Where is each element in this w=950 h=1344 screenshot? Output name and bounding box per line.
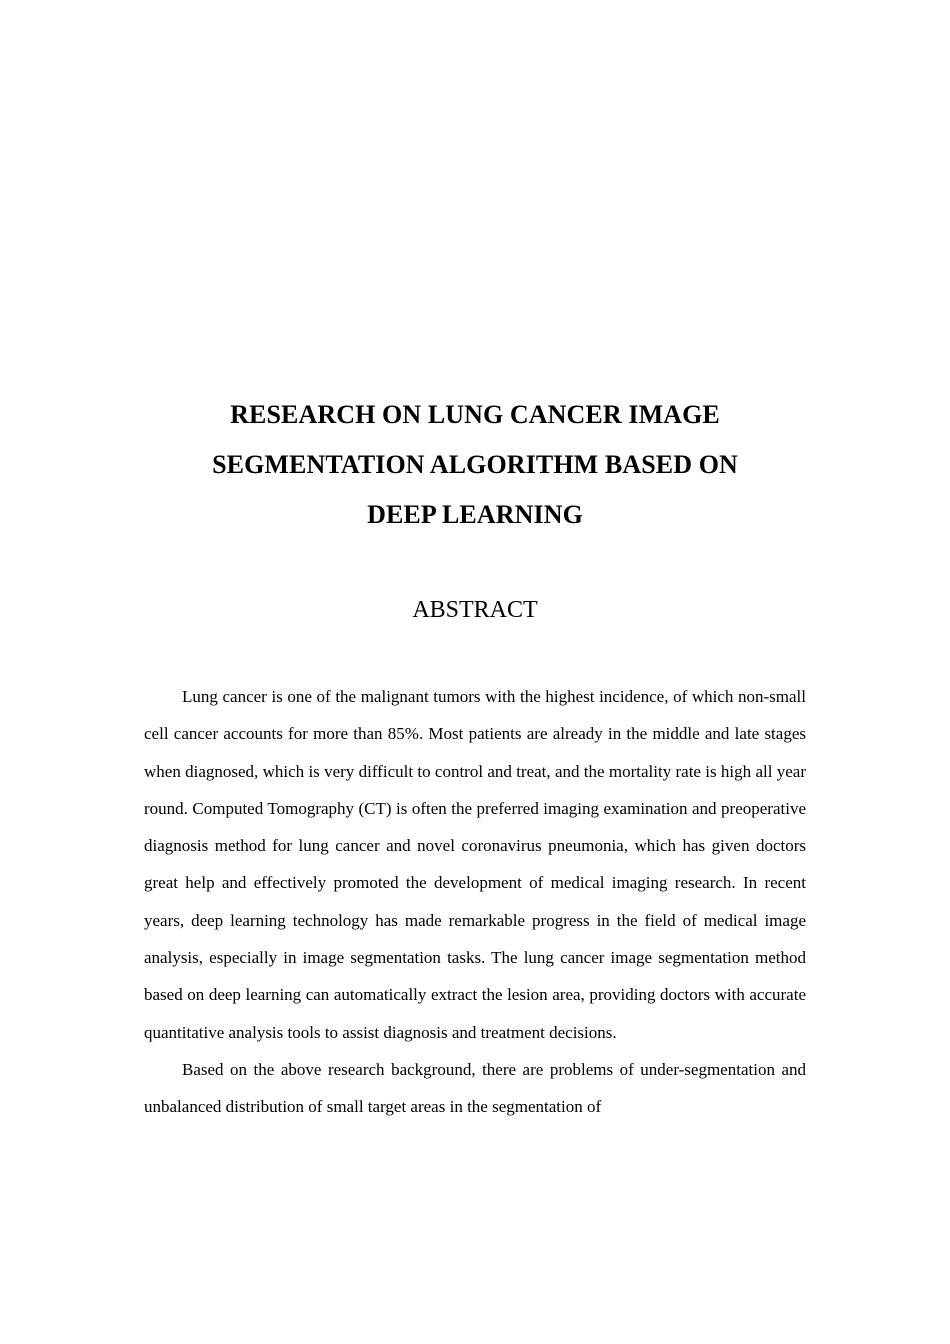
abstract-heading: ABSTRACT bbox=[412, 597, 538, 623]
abstract-paragraph-2: Based on the above research background, there are problems of under-segmentation and unbalanced distribution of small target areas in the segmentation of bbox=[144, 1059, 806, 1117]
title-line-3: DEEP LEARNING bbox=[367, 500, 583, 529]
abstract-paragraph-1: Lung cancer is one of the malignant tumors with the highest incidence, of which non-small cell cancer accounts for more than 85%. Most patients are already in the middle and late stages when diagnosed, which is very difficult to control and treat, and the mortality rate is high all year round. Computed Tomography (CT) is often the preferred imaging examination and preoperative diagnosis method for lung cancer and novel coronavirus pneumonia, which has given doctors great help and effectively promoted the development of medical imaging research. In recent years, deep learning technology has made remarkable progress in the field of medical image analysis, especially in image segmentation tasks. The lung cancer image segmentation method based on deep learning can automatically extract the lesion area, providing doctors with accurate quantitative analysis tools to assist diagnosis and treatment decisions. bbox=[144, 687, 806, 1042]
title-line-1: RESEARCH ON LUNG CANCER IMAGE bbox=[230, 400, 720, 429]
abstract-body bbox=[144, 678, 806, 1126]
paper-title bbox=[0, 390, 950, 540]
title-line-2: SEGMENTATION ALGORITHM BASED ON bbox=[212, 450, 738, 479]
